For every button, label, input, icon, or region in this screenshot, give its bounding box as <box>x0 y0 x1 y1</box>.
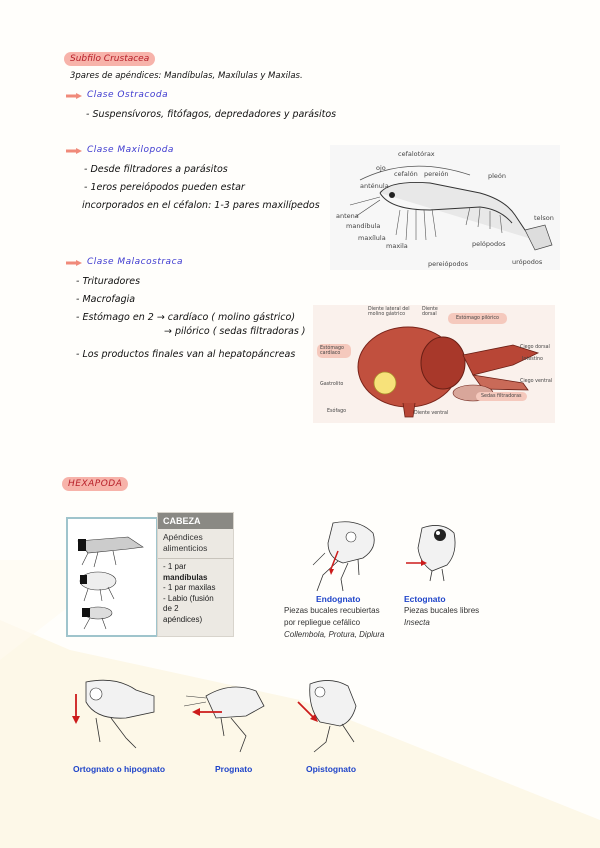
ectognato-title: Ectognato <box>404 594 446 604</box>
label-pleon: pleón <box>488 172 507 180</box>
insect-heads-figure <box>68 519 156 635</box>
label-diente-dorsal: Diente dorsal <box>422 307 438 317</box>
clase-malacostraca: Clase Malacostraca <box>87 257 184 267</box>
opistognato-caption: Opistognato <box>306 764 357 774</box>
label-uropodos: urópodos <box>512 258 543 266</box>
label-mandibula: mandíbula <box>346 222 381 230</box>
label-cefalotorax: cefalotórax <box>398 150 435 158</box>
label-cefalon: cefalón <box>394 170 418 178</box>
endognato-title: Endognato <box>316 594 361 604</box>
malacostraca-line3: - Estómago en 2 → cardíaco ( molino gástrico) <box>76 312 296 323</box>
clase-ostracoda: Clase Ostracoda <box>87 90 169 100</box>
ectognato-line2: Insecta <box>404 618 430 627</box>
cabeza-card <box>157 512 234 637</box>
cabeza-item-3: - 1 par maxilas <box>163 583 216 592</box>
cabeza-item-4: - Labio (fusión <box>163 593 214 603</box>
cabeza-header: CABEZA <box>158 513 233 529</box>
label-sedas: Sedas filtradoras <box>476 392 527 401</box>
maxilopoda-line2: - 1eros pereiópodos pueden estar <box>84 182 245 193</box>
hexapoda-pill: HEXAPODA <box>62 477 128 491</box>
subfilo-crustacea-pill: Subfilo Crustacea <box>64 52 155 66</box>
stomach-anatomy-figure <box>313 305 555 423</box>
label-telson: telson <box>534 214 554 222</box>
cabeza-subheader: Apéndices alimenticios <box>158 529 233 559</box>
label-esofago: Esófago <box>327 409 347 414</box>
maxilopoda-line3: incorporados en el céfalon: 1-3 pares maxilípedos <box>82 200 320 211</box>
label-pereion: pereión <box>424 170 449 178</box>
label-diente-ventral: Diente ventral <box>414 411 449 416</box>
label-intestino: Intestino <box>522 357 543 362</box>
label-antena: antena <box>336 212 359 220</box>
endognato-line1: Piezas bucales recubiertas <box>284 606 380 615</box>
cabeza-item-5: de 2 <box>163 604 179 613</box>
insect-heads-panel <box>66 517 158 637</box>
endognato-figure <box>303 513 383 593</box>
arrow-icon <box>66 148 82 154</box>
clase-maxilopoda: Clase Maxilopoda <box>87 145 174 155</box>
malacostraca-line4: → pilórico ( sedas filtradoras ) <box>164 326 306 337</box>
prognato-figure <box>176 676 266 756</box>
label-antenula: anténula <box>360 182 389 190</box>
ostracoda-line: - Suspensívoros, fitófagos, depredadores y parásitos <box>86 109 337 120</box>
maxilopoda-line1: - Desde filtradores a parásitos <box>84 164 228 175</box>
ortognato-figure <box>66 672 162 754</box>
ectognato-line1: Piezas bucales libres <box>404 606 480 615</box>
malacostraca-line1: - Trituradores <box>76 276 141 287</box>
label-ciego-dorsal: Ciego dorsal <box>520 345 550 350</box>
label-estomago-cardiaco: Estómago cardíaco <box>317 344 351 358</box>
label-diente-lateral: Diente lateral del molino gástrico <box>368 307 410 317</box>
cabeza-item-2: mandíbulas <box>163 572 208 582</box>
cabeza-item-6: apéndices) <box>163 614 203 624</box>
endognato-line2: por repliegue cefálico <box>284 618 361 627</box>
cabeza-item-1: - 1 par <box>163 562 187 571</box>
label-pereiopodos: pereiópodos <box>428 260 469 268</box>
malacostraca-line5: - Los productos finales van al hepatopáncreas <box>76 349 296 360</box>
ectognato-figure <box>402 513 462 583</box>
malacostraca-line2: - Macrofagia <box>76 294 136 305</box>
ortognato-caption: Ortognato o hipognato <box>73 764 166 774</box>
label-maxila: maxila <box>386 242 408 250</box>
label-ciego-ventral: Ciego ventral <box>520 379 553 384</box>
endognato-line3: Collembola, Protura, Diplura <box>284 630 385 639</box>
opistognato-figure <box>290 672 370 754</box>
arrow-icon <box>66 93 82 99</box>
crustacea-line1: 3pares de apéndices: Mandíbulas, Maxílulas y Maxilas. <box>70 71 303 81</box>
label-maxilula: maxílula <box>358 234 386 242</box>
shrimp-anatomy-figure <box>330 145 560 270</box>
label-gastrolito: Gastrolito <box>320 382 344 387</box>
label-pleopodos: pelópodos <box>472 240 506 248</box>
arrow-icon <box>66 260 82 266</box>
label-estomago-piloric: Estómago pilórico <box>448 313 507 324</box>
prognato-caption: Prognato <box>215 764 253 774</box>
label-ojo: ojo <box>376 164 386 172</box>
